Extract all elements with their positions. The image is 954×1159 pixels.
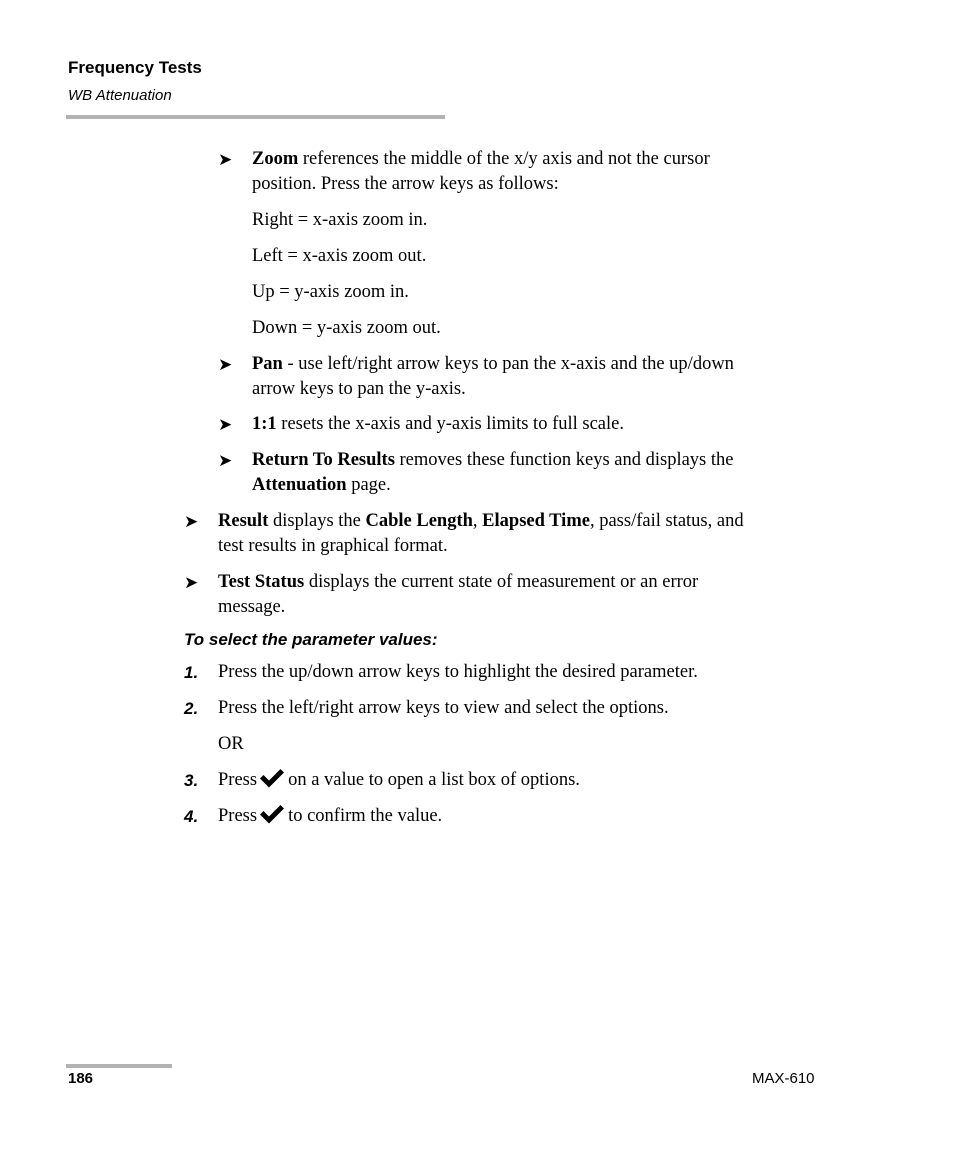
arrowhead-bullet-icon: ➤ xyxy=(218,355,233,374)
step-number: 1. xyxy=(184,663,199,682)
return-term: Return To Results xyxy=(252,450,395,470)
procedure-title: To select the parameter values: xyxy=(184,630,438,649)
step-number: 4. xyxy=(184,807,199,826)
step-4-pre: Press xyxy=(218,806,258,826)
step-2-text: Press the left/right arrow keys to view and select the options. xyxy=(218,698,669,718)
zoom-left: Left = x-axis zoom out. xyxy=(252,246,427,266)
zoom-term: Zoom xyxy=(252,149,299,169)
arrowhead-bullet-icon: ➤ xyxy=(218,415,233,434)
one-to-one-text: resets the x-axis and y-axis limits to full scale. xyxy=(276,414,624,434)
pan-line-2: arrow keys to pan the y-axis. xyxy=(252,379,466,399)
checkmark-icon xyxy=(259,804,285,832)
one-to-one-line xyxy=(252,412,624,437)
step-4-post: to confirm the value. xyxy=(288,806,443,826)
return-text-2: page. xyxy=(346,475,391,495)
section-subtitle: WB Attenuation xyxy=(68,87,172,104)
zoom-line-1 xyxy=(252,147,710,172)
step-4-line xyxy=(218,804,442,832)
one-to-one-term: 1:1 xyxy=(252,414,277,434)
result-line-2: test results in graphical format. xyxy=(218,536,448,556)
zoom-right: Right = x-axis zoom in. xyxy=(252,210,428,230)
test-status-line-1 xyxy=(218,570,698,595)
checkmark-icon xyxy=(259,768,285,796)
cable-length-term: Cable Length xyxy=(365,511,473,531)
step-number: 2. xyxy=(184,699,199,718)
step-number: 3. xyxy=(184,771,199,790)
zoom-down: Down = y-axis zoom out. xyxy=(252,318,441,338)
step-3-line xyxy=(218,768,580,796)
step-3-post: on a value to open a list box of options. xyxy=(288,770,580,790)
step-3-pre: Press xyxy=(218,770,258,790)
return-text-1: removes these function keys and displays the xyxy=(394,450,734,470)
result-sep: , xyxy=(472,511,483,531)
arrowhead-bullet-icon: ➤ xyxy=(218,451,233,470)
or-text: OR xyxy=(218,734,244,754)
elapsed-time-term: Elapsed Time xyxy=(482,511,590,531)
attenuation-term: Attenuation xyxy=(252,475,347,495)
return-line-1 xyxy=(252,448,733,473)
step-1-text: Press the up/down arrow keys to highlight the desired parameter. xyxy=(218,662,698,682)
result-text-b: , pass/fail status, and xyxy=(589,511,744,531)
result-line-1 xyxy=(218,509,744,534)
zoom-up: Up = y-axis zoom in. xyxy=(252,282,409,302)
return-line-2 xyxy=(252,473,391,498)
result-text-a: displays the xyxy=(268,511,366,531)
arrowhead-bullet-icon: ➤ xyxy=(184,573,199,592)
arrowhead-bullet-icon: ➤ xyxy=(184,512,199,531)
zoom-line-2: position. Press the arrow keys as follows: xyxy=(252,174,559,194)
pan-term: Pan xyxy=(252,354,283,374)
header-rule xyxy=(66,115,445,119)
pan-line-1 xyxy=(252,352,734,377)
test-status-text-1: displays the current state of measurement or an error xyxy=(304,572,699,592)
arrowhead-bullet-icon: ➤ xyxy=(218,150,233,169)
result-term: Result xyxy=(218,511,269,531)
test-status-line-2: message. xyxy=(218,597,286,617)
footer-rule xyxy=(66,1064,172,1068)
page-number: 186 xyxy=(68,1070,94,1087)
pan-text-1: - use left/right arrow keys to pan the x-axis and the up/down xyxy=(282,354,734,374)
zoom-text-1: references the middle of the x/y axis and not the cursor xyxy=(298,149,710,169)
test-status-term: Test Status xyxy=(218,572,305,592)
section-title: Frequency Tests xyxy=(68,58,202,77)
product-name: MAX-610 xyxy=(752,1070,815,1087)
